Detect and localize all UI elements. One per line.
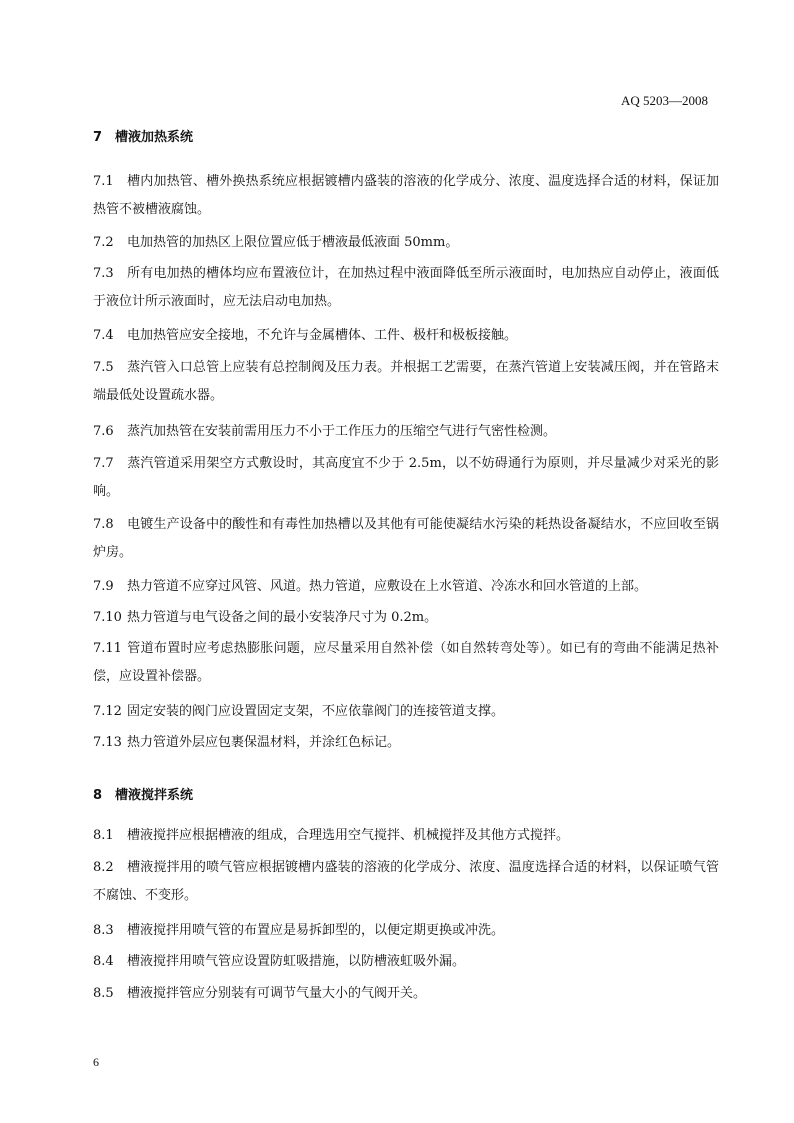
clause-7-1 [93,168,719,224]
clause-number: 8.4 [93,954,114,969]
clause-8-5 [93,980,719,1008]
section-number: 8 [93,788,103,803]
section-number: 7 [93,130,103,145]
clause-text: 热力管道外层应包裹保温材料，并涂红色标记。 [127,735,401,750]
clause-number: 7.9 [93,579,114,594]
clause-8-4 [93,948,719,976]
page-header: AQ 5203—2008 [620,93,708,108]
clause-number: 8.2 [93,860,114,875]
clause-text: 电加热管的加热区上限位置应低于槽液最低液面 50mm。 [127,235,459,250]
clause-number: 7.8 [93,517,114,532]
clause-text: 槽液搅拌管应分别装有可调节气量大小的气阀开关。 [127,986,427,1001]
clause-text: 蒸汽加热管在安装前需用压力不小于工作压力的压缩空气进行气密性检测。 [127,424,557,439]
clause-8-3 [93,917,719,945]
clause-text: 槽液搅拌用的喷气管应根据镀槽内盛装的溶液的化学成分、浓度、温度选择合适的材料，以保证喷气管不腐蚀、不变形。 [93,860,719,903]
clause-7-2 [93,229,719,257]
clause-7-4 [93,322,719,350]
clause-7-6 [93,418,719,446]
section-title [93,784,193,803]
clause-number: 7.10 [93,610,122,625]
clause-7-13 [93,729,719,757]
clause-number: 7.2 [93,235,114,250]
clause-7-12 [93,698,719,726]
clause-number: 7.6 [93,424,114,439]
clause-number: 7.11 [93,641,122,656]
clause-7-8 [93,511,719,567]
clause-number: 7.5 [93,360,114,375]
clause-text: 槽内加热管、槽外换热系统应根据镀槽内盛装的溶液的化学成分、浓度、温度选择合适的材料，保证加热管不被槽液腐蚀。 [93,174,719,217]
clause-text: 电镀生产设备中的酸性和有毒性加热槽以及其他有可能使凝结水污染的耗热设备凝结水，不应回收至锅炉房。 [93,517,719,560]
clause-number: 8.5 [93,986,114,1001]
clause-number: 7.1 [93,174,114,189]
section-title-text: 槽液搅拌系统 [115,788,194,803]
clause-text: 槽液搅拌用喷气管应设置防虹吸措施，以防槽液虹吸外漏。 [127,954,466,969]
clause-7-3 [93,260,719,316]
clause-text: 电加热管应安全接地，不允许与金属槽体、工件、极杆和极板接触。 [127,328,518,343]
clause-7-10 [93,604,719,632]
clause-8-1 [93,822,719,850]
clause-number: 7.3 [93,266,114,281]
clause-text: 槽液搅拌用喷气管的布置应是易拆卸型的，以便定期更换或冲洗。 [127,923,505,938]
section-title [93,126,193,145]
clause-text: 热力管道不应穿过风管、风道。热力管道，应敷设在上水管道、冷冻水和回水管道的上部。 [127,579,648,594]
clause-text: 热力管道与电气设备之间的最小安装净尺寸为 0.2m。 [127,610,438,625]
section-title-text: 槽液加热系统 [115,130,194,145]
clause-7-7 [93,450,719,506]
clause-number: 7.4 [93,328,114,343]
clause-text: 槽液搅拌应根据槽液的组成，合理选用空气搅拌、机械搅拌及其他方式搅拌。 [127,828,570,843]
clause-text: 所有电加热的槽体均应布置液位计，在加热过程中液面降低至所示液面时，电加热应自动停止，液面低于液位计所示液面时，应无法启动电加热。 [93,266,719,309]
clause-text: 蒸汽管入口总管上应装有总控制阀及压力表。并根据工艺需要，在蒸汽管道上安装减压阀，并在管路末端最低处设置疏水器。 [93,360,719,403]
clause-number: 7.12 [93,704,122,719]
page-number: 6 [93,1055,99,1069]
clause-number: 8.1 [93,828,114,843]
clause-number: 7.7 [93,456,114,471]
clause-text: 管道布置时应考虑热膨胀问题，应尽量采用自然补偿（如自然转弯处等）。如已有的弯曲不能满足热补偿，应设置补偿器。 [93,641,719,684]
clause-text: 固定安装的阀门应设置固定支架，不应依靠阀门的连接管道支撑。 [127,704,505,719]
clause-7-9 [93,573,719,601]
clause-7-11 [93,635,719,691]
clause-8-2 [93,854,719,910]
clause-7-5 [93,354,719,410]
clause-text: 蒸汽管道采用架空方式敷设时，其高度宜不少于 2.5m，以不妨碍通行为原则，并尽量减少对采光的影响。 [93,456,719,499]
clause-number: 8.3 [93,923,114,938]
clause-number: 7.13 [93,735,122,750]
